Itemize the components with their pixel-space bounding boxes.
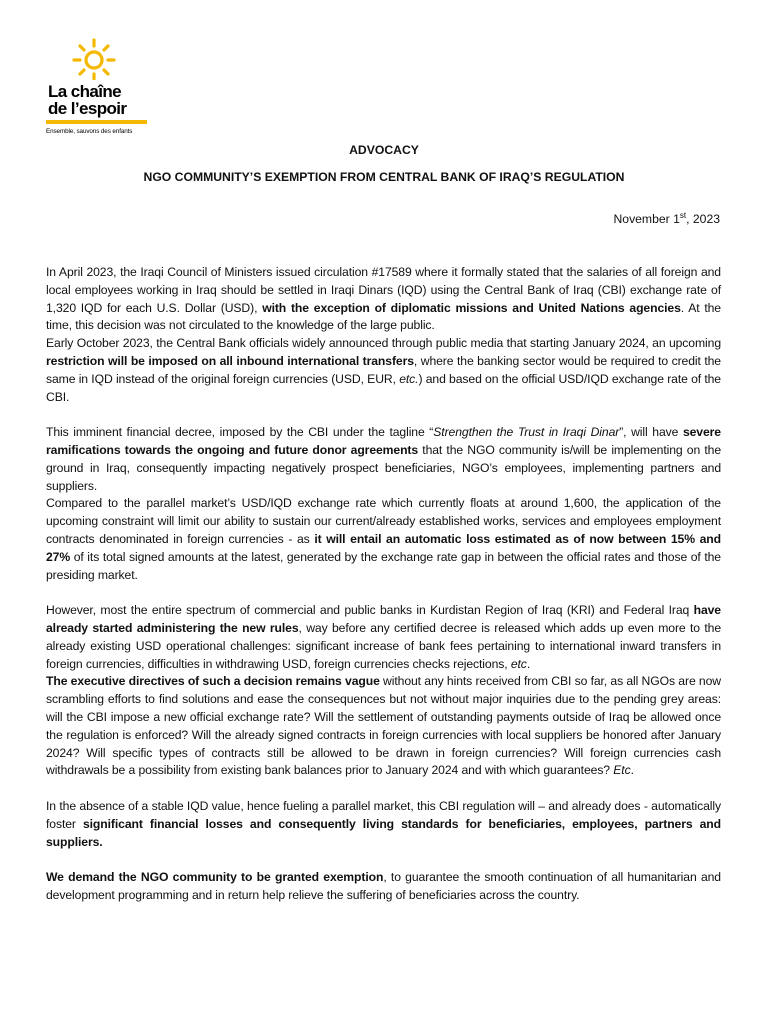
text-run: that the NGO community is/will be implementing on the ground in Iraq, consequently impacting negatively prospect beneficiaries, NGO’s employees, implementing partners and suppliers. bbox=[46, 442, 721, 493]
paragraph bbox=[46, 335, 721, 406]
paragraph bbox=[46, 869, 721, 905]
logo-name-line1: La chaîne bbox=[48, 82, 122, 101]
text-run: ”, will have bbox=[619, 425, 683, 440]
text-run: In April 2023, the Iraqi Council of Ministers issued circulation #17589 where it formally stated that the salaries of all foreign and local employees working in Iraq should be settled in Iraqi Dinars (IQD) using the Central Bank of Iraq (CBI) exchange rate of 1,320 IQD for each U.S. Dollar (USD), bbox=[46, 265, 721, 315]
bold-text: have already started administering the new rules bbox=[46, 603, 721, 635]
bold-text: restriction will be imposed on all inbound international transfers bbox=[46, 353, 414, 368]
bold-text: The executive directives of such a decision remains vague bbox=[46, 674, 380, 689]
text-run: . bbox=[526, 656, 531, 671]
text-run: of its total signed amounts at the latest, generated by the exchange rate gap in between the official rates and those of the presiding market. bbox=[46, 549, 721, 582]
paragraph bbox=[46, 424, 721, 495]
italic-text: etc bbox=[510, 656, 527, 671]
logo-underline bbox=[46, 120, 147, 124]
document-title: ADVOCACY bbox=[349, 143, 419, 157]
text-run: However, most the entire spectrum of commercial and public banks in Kurdistan Region of Iraq (KRI) and Federal Iraq bbox=[46, 603, 694, 618]
date-suffix: st bbox=[679, 211, 687, 220]
bold-text: it will entail an automatic loss estimated as of now between 15% and 27% bbox=[46, 531, 721, 564]
document-body bbox=[46, 264, 721, 905]
bold-text: significant financial losses and consequently living standards for beneficiaries, employees, partners and suppliers. bbox=[46, 816, 721, 849]
text-run: Early October 2023, the Central Bank officials widely announced through public media that starting January 2024, an upcoming bbox=[46, 336, 721, 351]
text-run: , way before any certified decree is released which adds up even more to the already existing USD operational challenges: significant increase of bank fees pertaining to international inward transfers in foreign currencies, difficulties in withdrawing USD, foreign currencies checks rejections, bbox=[46, 620, 721, 671]
date-main: November 1 bbox=[613, 212, 680, 227]
bold-text: with the exception of diplomatic missions and United Nations agencies bbox=[262, 300, 681, 315]
logo-name-line2: de l’espoir bbox=[48, 99, 127, 118]
paragraph bbox=[46, 264, 721, 335]
text-run: Compared to the parallel market’s USD/IQD exchange rate which currently floats at around 1,600, the application of the upcoming constraint will limit our ability to sustain our current/already established works, services and employees employment contracts denominated in foreign currencies - as bbox=[46, 496, 721, 546]
logo-wordmark bbox=[48, 83, 148, 117]
italic-text: Strengthen the Trust in Iraqi Dinar bbox=[433, 425, 620, 440]
sun-icon bbox=[68, 38, 120, 80]
italic-text: Etc bbox=[613, 763, 631, 778]
text-run: . At the time, this decision was not circulated to the knowledge of the large public. bbox=[46, 300, 721, 333]
text-run: ) and based on the official USD/IQD exchange rate of the CBI. bbox=[46, 371, 721, 404]
document-subtitle: NGO COMMUNITY’S EXEMPTION FROM CENTRAL BANK OF IRAQ’S REGULATION bbox=[143, 170, 625, 184]
bold-text: We demand the NGO community to be granted exemption bbox=[46, 870, 384, 885]
text-run: . bbox=[630, 763, 634, 778]
bold-text: severe ramifications towards the ongoing and future donor agreements bbox=[46, 425, 721, 457]
text-run: This imminent financial decree, imposed by the CBI under the tagline “ bbox=[46, 425, 434, 440]
text-run: In the absence of a stable IQD value, hence fueling a parallel market, this CBI regulation will – and already does - automatically foster bbox=[46, 798, 721, 831]
document-date bbox=[613, 211, 720, 226]
logo-tagline: Ensemble, sauvons des enfants bbox=[46, 128, 133, 135]
text-run: without any hints received from CBI so far, as all NGOs are now scrambling efforts to find solutions and ease the consequences but not without major inquiries due to the pending grey areas: will the CBI impose a new official exchange rate? Will the settlement of outstanding payments outside of Iraq be allowed once the regulation is enforced? Will the already signed contracts in foreign currencies with local suppliers be honored after January 2024? Will specific types of contracts still be allowed to be drawn in foreign currencies? Will foreign currencies cash withdrawals be a possibility from existing bank balances prior to January 2024 and with which guarantees? bbox=[46, 674, 721, 778]
paragraph bbox=[46, 798, 721, 851]
paragraph bbox=[46, 602, 721, 673]
paragraph bbox=[46, 495, 721, 584]
paragraph bbox=[46, 673, 721, 780]
text-run: , where the banking sector would be required to credit the same in IQD instead of the original foreign currencies (USD, EUR, bbox=[46, 353, 721, 386]
organization-logo bbox=[46, 38, 148, 138]
italic-text: etc. bbox=[399, 371, 419, 386]
text-run: , to guarantee the smooth continuation of all humanitarian and development programming and in return help relieve the suffering of beneficiaries across the country. bbox=[46, 870, 721, 902]
date-year: , 2023 bbox=[686, 212, 720, 227]
